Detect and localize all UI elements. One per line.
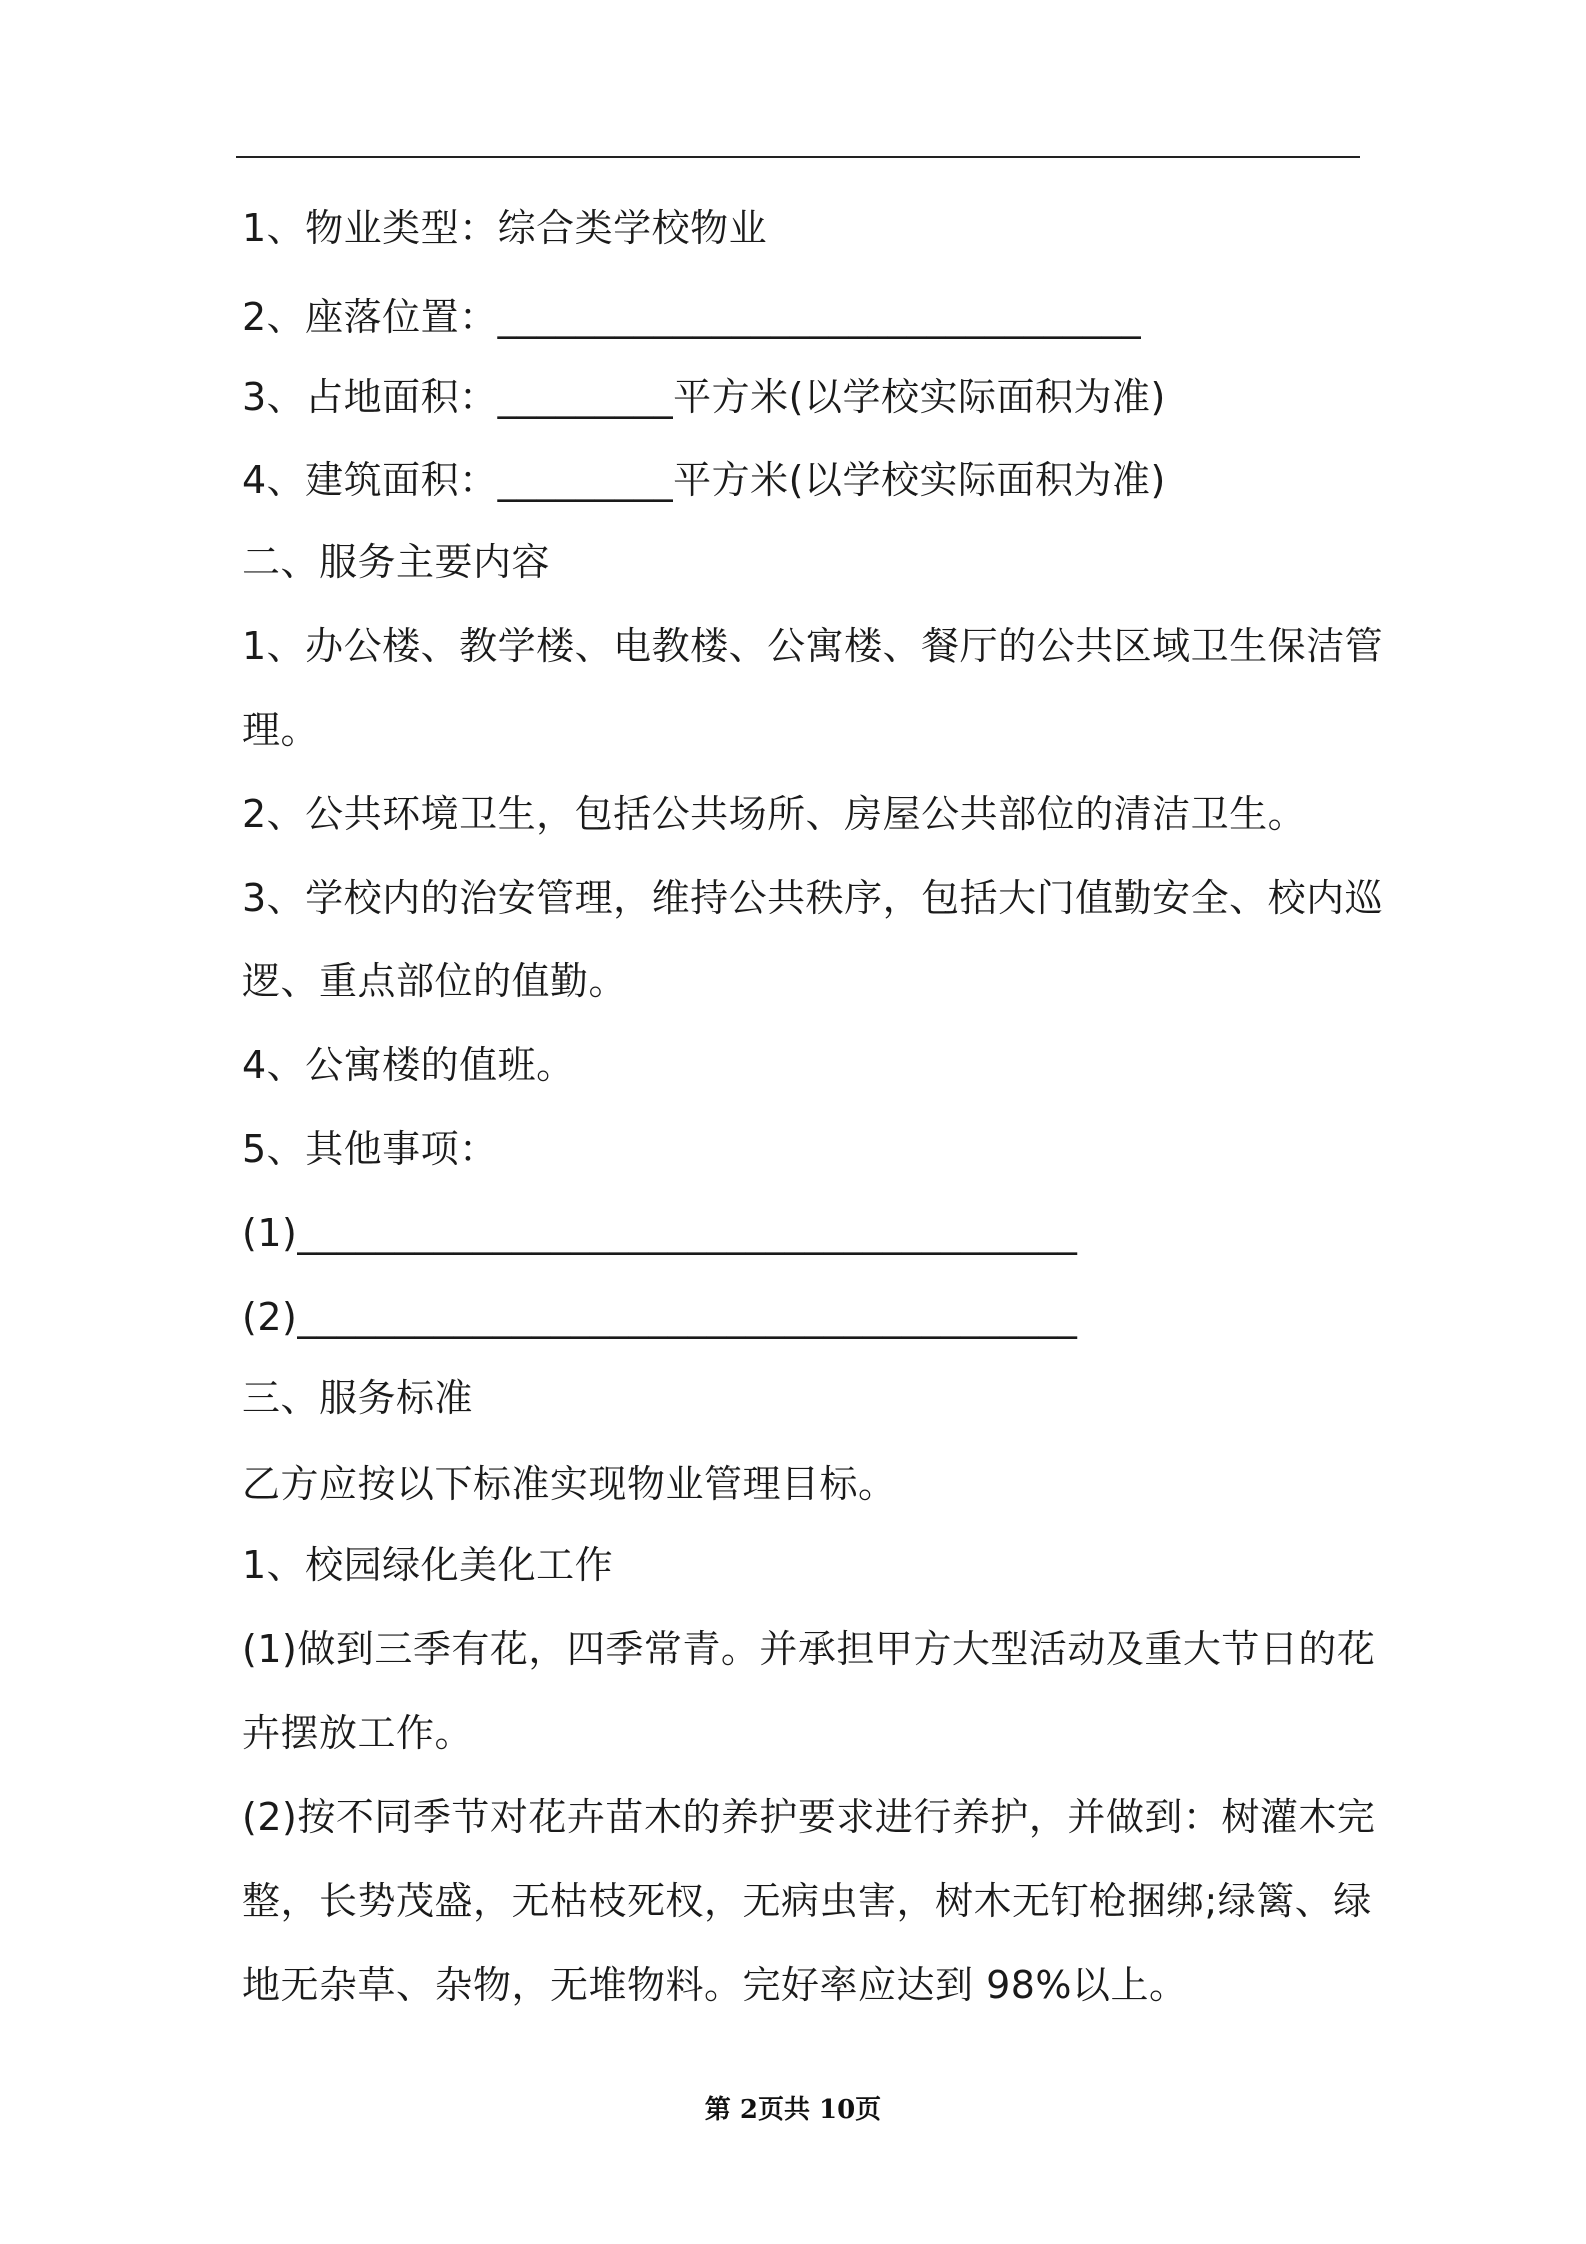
text-line: 1、校园绿化美化工作 bbox=[242, 1543, 614, 1587]
text-line: 地无杂草、杂物，无堆物料。完好率应达到 98%以上。 bbox=[242, 1963, 1188, 2007]
text-line: (1)________________________________________ bbox=[242, 1211, 1078, 1255]
text-line: 理。 bbox=[242, 708, 320, 752]
text-line: 2、座落位置：_________________________________ bbox=[242, 295, 1142, 339]
text-line: 5、其他事项： bbox=[242, 1127, 498, 1171]
header-rule bbox=[236, 156, 1360, 158]
text-line: 2、公共环境卫生，包括公共场所、房屋公共部位的清洁卫生。 bbox=[242, 792, 1307, 836]
text-line: (2)按不同季节对花卉苗木的养护要求进行养护，并做到：树灌木完 bbox=[242, 1795, 1376, 1839]
text-line: 乙方应按以下标准实现物业管理目标。 bbox=[242, 1462, 897, 1506]
page-number: 第 2页共 10页 bbox=[704, 2095, 882, 2125]
text-line: 逻、重点部位的值勤。 bbox=[242, 959, 628, 1003]
text-line: (1)做到三季有花，四季常青。并承担甲方大型活动及重大节日的花 bbox=[242, 1627, 1376, 1671]
text-line: 1、办公楼、教学楼、电教楼、公寓楼、餐厅的公共区域卫生保洁管 bbox=[242, 624, 1384, 668]
section-heading: 二、服务主要内容 bbox=[242, 540, 551, 584]
text-line: 卉摆放工作。 bbox=[242, 1711, 474, 1755]
text-line: 4、公寓楼的值班。 bbox=[242, 1043, 575, 1087]
text-line: 整，长势茂盛，无枯枝死杈，无病虫害，树木无钉枪捆绑;绿篱、绿 bbox=[242, 1879, 1372, 1923]
text-line: 3、占地面积：_________平方米(以学校实际面积为准) bbox=[242, 375, 1166, 419]
text-line: 4、建筑面积：_________平方米(以学校实际面积为准) bbox=[242, 458, 1166, 502]
text-line: 1、物业类型：综合类学校物业 bbox=[242, 206, 768, 250]
text-line: (2)________________________________________ bbox=[242, 1295, 1078, 1339]
text-line: 3、学校内的治安管理，维持公共秩序，包括大门值勤安全、校内巡 bbox=[242, 876, 1384, 920]
section-heading: 三、服务标准 bbox=[242, 1376, 474, 1420]
